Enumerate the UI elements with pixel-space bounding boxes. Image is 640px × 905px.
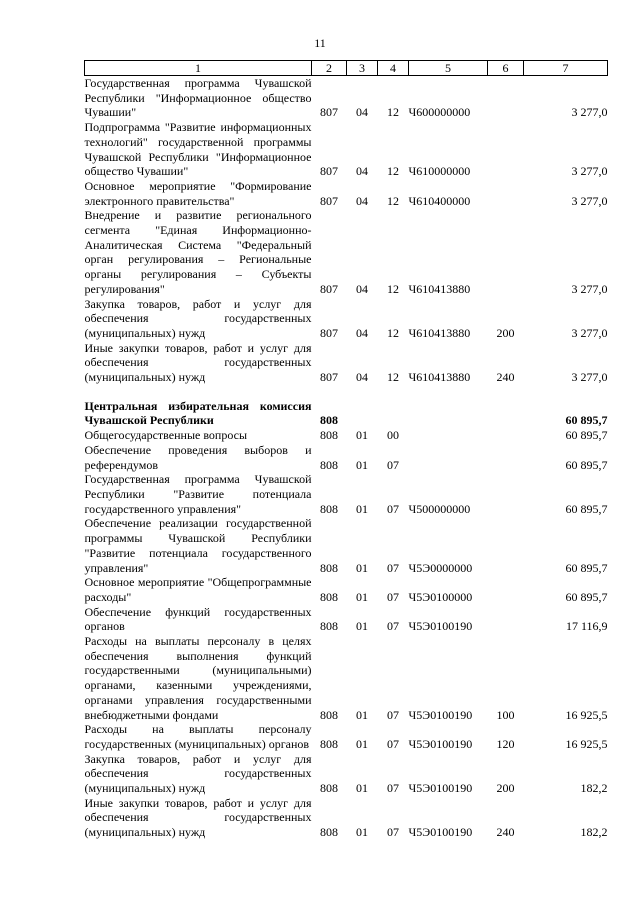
cell-target-article: Ч5Э0100190 bbox=[408, 825, 473, 840]
cell-section-code: 01 bbox=[356, 560, 368, 575]
cell-expense-type bbox=[488, 443, 524, 472]
cell-expense-type: 200 bbox=[496, 781, 515, 796]
header-col-2: 2 bbox=[312, 61, 347, 76]
cell-expense-name: Обеспечение проведения выборов и референдумов bbox=[84, 442, 312, 472]
cell-amount: 3 277,0 bbox=[571, 193, 608, 208]
table-row bbox=[85, 428, 608, 443]
cell-subsection-code: 07 bbox=[387, 619, 399, 634]
cell-expense-name: Иные закупки товаров, работ и услуг для обеспечения государственных (муниципальных) нужд bbox=[84, 795, 312, 840]
cell-target-article: Ч610400000 bbox=[408, 193, 471, 208]
cell-subsection-code: 12 bbox=[387, 370, 399, 385]
cell-ministry-code: 808 bbox=[320, 501, 338, 516]
cell-ministry-code: 807 bbox=[320, 281, 338, 296]
cell-expense-type bbox=[488, 179, 524, 208]
table-row bbox=[85, 120, 608, 179]
cell-expense-type: 100 bbox=[496, 707, 515, 722]
cell-ministry-code: 807 bbox=[320, 105, 338, 120]
cell-amount: 60 895,7 bbox=[565, 501, 608, 516]
cell-expense-name: Центральная избирательная комиссия Чувашской Республики bbox=[84, 398, 312, 428]
cell-amount: 60 895,7 bbox=[565, 560, 608, 575]
cell-expense-name: Государственная программа Чувашской Республики "Информационное общество Чувашии" bbox=[84, 76, 312, 120]
cell-section-code: 01 bbox=[356, 825, 368, 840]
cell-subsection-code: 12 bbox=[387, 105, 399, 120]
cell-amount: 16 925,5 bbox=[565, 736, 608, 751]
cell-subsection-code: 07 bbox=[387, 560, 399, 575]
cell-target-article: Ч5Э0000000 bbox=[408, 560, 473, 575]
cell-ministry-code: 808 bbox=[320, 589, 338, 604]
cell-target-article: Ч600000000 bbox=[408, 105, 471, 120]
cell-section-code: 01 bbox=[356, 707, 368, 722]
cell-section-code: 01 bbox=[356, 781, 368, 796]
cell-ministry-code: 808 bbox=[320, 560, 338, 575]
cell-expense-type bbox=[488, 516, 524, 575]
header-col-1: 1 bbox=[85, 61, 312, 76]
cell-target-article: Ч500000000 bbox=[408, 501, 471, 516]
cell-amount: 3 277,0 bbox=[571, 105, 608, 120]
cell-expense-type: 240 bbox=[496, 825, 515, 840]
cell-subsection-code: 12 bbox=[387, 193, 399, 208]
cell-ministry-code: 808 bbox=[320, 707, 338, 722]
cell-target-article bbox=[409, 399, 488, 428]
cell-expense-type bbox=[488, 428, 524, 443]
cell-subsection-code bbox=[378, 399, 409, 428]
cell-section-code: 04 bbox=[356, 193, 368, 208]
budget-table bbox=[84, 60, 608, 840]
header-col-4: 4 bbox=[378, 61, 409, 76]
cell-section-code: 01 bbox=[356, 589, 368, 604]
cell-expense-type bbox=[488, 120, 524, 179]
cell-amount: 3 277,0 bbox=[571, 281, 608, 296]
cell-expense-name: Основное мероприятие "Общепрограммные расходы" bbox=[84, 575, 312, 604]
cell-section-code: 04 bbox=[356, 164, 368, 179]
cell-ministry-code: 807 bbox=[320, 164, 338, 179]
cell-expense-type bbox=[488, 76, 524, 121]
cell-amount: 60 895,7 bbox=[565, 413, 608, 428]
cell-ministry-code: 807 bbox=[320, 325, 338, 340]
cell-expense-name: Общегосударственные вопросы bbox=[84, 428, 248, 443]
table-row bbox=[85, 722, 608, 751]
table-row bbox=[85, 341, 608, 385]
cell-ministry-code: 808 bbox=[320, 413, 338, 428]
cell-expense-name: Государственная программа Чувашской Республики "Развитие потенциала государственного управления" bbox=[84, 472, 312, 516]
cell-expense-type bbox=[488, 399, 524, 428]
cell-ministry-code: 808 bbox=[320, 736, 338, 751]
table-row bbox=[85, 796, 608, 840]
header-col-5: 5 bbox=[409, 61, 488, 76]
table-row bbox=[85, 179, 608, 208]
table-row bbox=[85, 634, 608, 722]
cell-target-article: Ч5Э0100190 bbox=[408, 619, 473, 634]
cell-ministry-code: 808 bbox=[320, 781, 338, 796]
cell-target-article: Ч5Э0100000 bbox=[408, 589, 473, 604]
cell-expense-name: Закупка товаров, работ и услуг для обеспечения государственных (муниципальных) нужд bbox=[84, 751, 312, 796]
cell-section-code: 01 bbox=[356, 501, 368, 516]
table-body bbox=[85, 76, 608, 840]
table-row bbox=[85, 516, 608, 575]
cell-section-code: 01 bbox=[356, 428, 368, 443]
table-row bbox=[85, 443, 608, 472]
table-row bbox=[85, 208, 608, 296]
cell-expense-name: Подпрограмма "Развитие информационных технологий" государственной программы Чувашской Республики "Информационное общество Чувашии" bbox=[84, 120, 312, 179]
cell-ministry-code: 808 bbox=[320, 825, 338, 840]
cell-subsection-code: 00 bbox=[387, 428, 399, 443]
table-header bbox=[85, 61, 608, 76]
cell-subsection-code: 07 bbox=[387, 736, 399, 751]
cell-expense-name: Обеспечение функций государственных органов bbox=[84, 604, 312, 634]
cell-expense-type bbox=[488, 208, 524, 296]
cell-amount: 3 277,0 bbox=[571, 325, 608, 340]
table-row bbox=[85, 575, 608, 604]
cell-ministry-code: 808 bbox=[320, 457, 338, 472]
table-row bbox=[85, 76, 608, 121]
cell-section-code: 04 bbox=[356, 281, 368, 296]
cell-expense-name: Обеспечение реализации государственной программы Чувашской Республики "Развитие потенциала государственного управления" bbox=[84, 516, 312, 575]
cell-amount: 60 895,7 bbox=[565, 589, 608, 604]
spacer-cell bbox=[85, 385, 608, 399]
header-col-7: 7 bbox=[524, 61, 608, 76]
cell-expense-name: Иные закупки товаров, работ и услуг для обеспечения государственных (муниципальных) нужд bbox=[84, 340, 312, 385]
cell-section-code bbox=[347, 399, 378, 428]
cell-section-code: 04 bbox=[356, 325, 368, 340]
cell-target-article bbox=[409, 443, 488, 472]
cell-subsection-code: 07 bbox=[387, 501, 399, 516]
cell-ministry-code: 808 bbox=[320, 619, 338, 634]
table-row bbox=[85, 472, 608, 516]
cell-expense-type: 240 bbox=[496, 370, 515, 385]
cell-amount: 3 277,0 bbox=[571, 164, 608, 179]
cell-amount: 60 895,7 bbox=[565, 428, 608, 443]
cell-expense-name: Расходы на выплаты персоналу государственных (муниципальных) органов bbox=[84, 722, 312, 751]
cell-amount: 60 895,7 bbox=[565, 457, 608, 472]
cell-expense-type: 120 bbox=[496, 736, 515, 751]
cell-subsection-code: 07 bbox=[387, 825, 399, 840]
cell-expense-type bbox=[488, 575, 524, 604]
cell-ministry-code: 808 bbox=[320, 428, 338, 443]
cell-expense-type bbox=[488, 472, 524, 516]
cell-amount: 16 925,5 bbox=[565, 707, 608, 722]
cell-target-article: Ч5Э0100190 bbox=[408, 781, 473, 796]
cell-ministry-code: 807 bbox=[320, 370, 338, 385]
table-row bbox=[85, 297, 608, 341]
cell-subsection-code: 12 bbox=[387, 164, 399, 179]
cell-section-code: 01 bbox=[356, 736, 368, 751]
cell-target-article: Ч5Э0100190 bbox=[408, 707, 473, 722]
header-col-3: 3 bbox=[347, 61, 378, 76]
cell-expense-name: Закупка товаров, работ и услуг для обеспечения государственных (муниципальных) нужд bbox=[84, 296, 312, 340]
cell-amount: 182,2 bbox=[580, 781, 608, 796]
table-row bbox=[85, 605, 608, 634]
cell-expense-name: Внедрение и развитие регионального сегмента "Единая Информационно-Аналитическая Система "Федеральный орган регулирования – Региональные органы регулирования – Субъекты регулирования" bbox=[84, 208, 312, 296]
cell-target-article: Ч610000000 bbox=[408, 164, 471, 179]
cell-subsection-code: 12 bbox=[387, 281, 399, 296]
cell-target-article bbox=[409, 428, 488, 443]
cell-target-article: Ч610413880 bbox=[408, 325, 471, 340]
cell-ministry-code: 807 bbox=[320, 193, 338, 208]
spacer-row bbox=[85, 385, 608, 399]
cell-section-code: 01 bbox=[356, 619, 368, 634]
cell-subsection-code: 12 bbox=[387, 325, 399, 340]
cell-section-code: 04 bbox=[356, 370, 368, 385]
cell-target-article: Ч610413880 bbox=[408, 370, 471, 385]
cell-expense-type bbox=[488, 605, 524, 634]
cell-expense-type: 200 bbox=[496, 325, 515, 340]
page-number: 11 bbox=[314, 36, 326, 50]
cell-amount: 182,2 bbox=[580, 825, 608, 840]
cell-target-article: Ч610413880 bbox=[408, 281, 471, 296]
cell-section-code: 04 bbox=[356, 105, 368, 120]
cell-expense-name: Расходы на выплаты персоналу в целях обеспечения выполнения функций государственными (муниципальными) органами, казенными учреждениями, органами управления государственными внебюджетными фондами bbox=[84, 634, 312, 722]
header-col-6: 6 bbox=[488, 61, 524, 76]
cell-amount: 17 116,9 bbox=[565, 619, 608, 634]
cell-expense-name: Основное мероприятие "Формирование электронного правительства" bbox=[84, 178, 312, 208]
cell-subsection-code: 07 bbox=[387, 707, 399, 722]
table-row bbox=[85, 752, 608, 796]
cell-subsection-code: 07 bbox=[387, 457, 399, 472]
cell-target-article: Ч5Э0100190 bbox=[408, 736, 473, 751]
cell-subsection-code: 07 bbox=[387, 589, 399, 604]
cell-subsection-code: 07 bbox=[387, 781, 399, 796]
cell-amount: 3 277,0 bbox=[571, 370, 608, 385]
cell-section-code: 01 bbox=[356, 457, 368, 472]
table-row bbox=[85, 399, 608, 428]
